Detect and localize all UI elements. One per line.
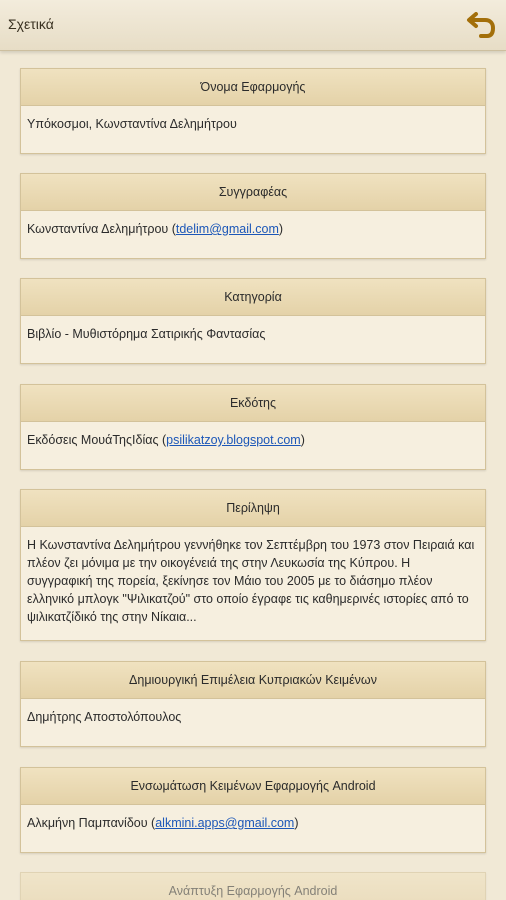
card-title: Όνομα Εφαρμογής xyxy=(21,69,485,106)
card-title: Κατηγορία xyxy=(21,279,485,316)
card-text: Βιβλίο - Μυθιστόρημα Σατιρικής Φαντασίας xyxy=(27,327,266,341)
publisher-name: Εκδόσεις ΜουάΤηςΙδίας ( xyxy=(27,433,167,447)
card-title: Δημιουργική Επιμέλεια Κυπριακών Κειμένων xyxy=(21,662,485,699)
summary-card xyxy=(20,489,486,641)
card-title: Συγγραφέας xyxy=(21,174,485,211)
back-arrow-icon xyxy=(465,12,495,38)
paren-close: ) xyxy=(294,816,299,830)
author-email-link[interactable]: tdelim@gmail.com xyxy=(175,222,279,236)
page-title: Σχετικά xyxy=(8,16,54,32)
paren-close: ) xyxy=(278,222,284,236)
card-text xyxy=(21,422,485,457)
publisher-card xyxy=(20,384,486,470)
card-text xyxy=(21,211,485,246)
category-card xyxy=(20,278,486,364)
author-name: Κωνσταντίνα Δελημήτρου ( xyxy=(27,222,176,236)
android-dev-card xyxy=(20,872,486,900)
android-texts-card xyxy=(20,767,486,853)
card-text xyxy=(21,805,485,840)
publisher-blog-link[interactable]: psilikatzoy.blogspot.com xyxy=(166,433,301,447)
card-text: Δημήτρης Αποστολόπουλος xyxy=(27,710,182,724)
about-content[interactable] xyxy=(0,50,506,900)
paren-close: ) xyxy=(300,433,305,447)
author-card xyxy=(20,173,486,259)
card-title: Ενσωμάτωση Κειμένων Εφαρμογής Android xyxy=(21,768,485,805)
card-title: Εκδότης xyxy=(21,385,485,422)
card-title: Ανάπτυξη Εφαρμογής Android xyxy=(21,873,485,900)
action-bar xyxy=(0,0,506,51)
summary-text: Η Κωνσταντίνα Δελημήτρου γεννήθηκε τον Σεπτέμβρη του 1973 στον Πειραιά και πλέον ζει μόνιμα με την οικογένειά της στην Λευκωσία της Κύπρου. Η συγγραφική της πορεία, ξεκίνησε τον Μάιο του 2005 με το διάσημο πλέον ελληνικό μπλογκ "Ψιλικατζού" στο οποίο έγραφε τις καθημερινές ιστορίες από το ψιλικατζίδικό της στην Νίκαια... xyxy=(27,538,475,624)
card-text: Υπόκοσμοι, Κωνσταντίνα Δελημήτρου xyxy=(27,117,237,131)
app-name-card xyxy=(20,68,486,154)
integrator-email-link[interactable]: alkmini.apps@gmail.com xyxy=(155,816,295,830)
integrator-name: Αλκμήνη Παμπανίδου ( xyxy=(27,816,156,830)
card-title: Περίληψη xyxy=(21,490,485,527)
back-button[interactable] xyxy=(464,9,496,41)
cypriot-texts-card xyxy=(20,661,486,747)
